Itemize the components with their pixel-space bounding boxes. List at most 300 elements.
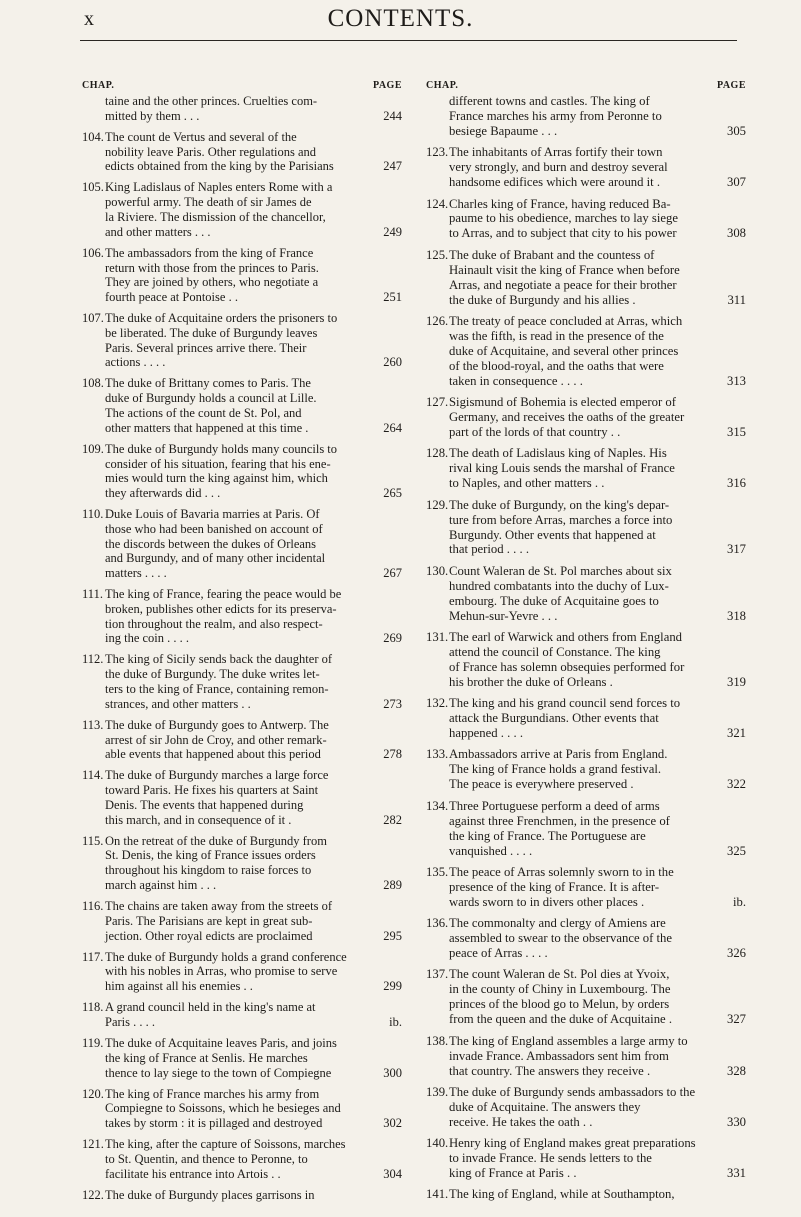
entry-text: Three Portuguese perform a deed of arms <box>449 798 660 813</box>
entry-text: march against him . . . <box>105 877 217 892</box>
entry-line <box>105 834 402 849</box>
entry-text: receive. He takes the oath . . <box>449 1114 593 1129</box>
chapter-number: 114. <box>82 768 104 783</box>
page-title: CONTENTS. <box>327 5 474 32</box>
entry-text: rival king Louis sends the marshal of France <box>449 461 675 476</box>
entry-text: peace of Arras . . . . <box>449 946 548 961</box>
toc-entry <box>426 747 746 792</box>
entry-line <box>449 982 746 997</box>
entry-text: The duke of Burgundy sends ambassadors to the <box>449 1084 696 1099</box>
entry-line <box>105 210 402 225</box>
entry-line <box>105 863 402 878</box>
toc-entry <box>426 865 746 910</box>
entry-line <box>449 1049 746 1064</box>
entry-line <box>449 344 746 359</box>
chapter-number: 129. <box>426 497 449 512</box>
entry-text: tion throughout the realm, and also respect- <box>105 616 323 631</box>
toc-entry <box>426 564 746 624</box>
chapter-number: 117. <box>82 949 104 964</box>
page-ref: 307 <box>726 175 746 190</box>
toc-entry <box>82 768 402 827</box>
entry-text: other matters that happened at this time . <box>105 420 309 435</box>
entry-line <box>105 1087 402 1102</box>
entry-line <box>449 1115 746 1130</box>
entry-text: The chains are taken away from the streets of <box>105 899 332 914</box>
page-label: PAGE <box>716 80 746 91</box>
entry-line <box>105 109 402 124</box>
entry-text: him against all his enemies . . <box>105 979 253 994</box>
toc-entry <box>82 94 402 123</box>
entry-text: happened . . . . <box>449 726 523 741</box>
entry-line <box>449 645 746 660</box>
entry-text: The duke of Acquitaine orders the prisoners to <box>105 311 338 326</box>
chapter-number: 127. <box>426 395 449 410</box>
entry-text: duke of Burgundy holds a council at Lille. <box>105 391 317 406</box>
entry-text: The earl of Warwick and others from England <box>449 630 683 645</box>
entry-line <box>105 507 402 522</box>
entry-line <box>449 880 746 895</box>
entry-line <box>105 246 402 261</box>
entry-line <box>449 747 746 762</box>
entry-line <box>105 1116 402 1131</box>
entry-line <box>105 587 402 602</box>
toc-entry <box>426 799 746 859</box>
entry-text: The duke of Brittany comes to Paris. The <box>105 376 311 391</box>
entry-text: Charles king of France, having reduced Ba- <box>449 196 671 211</box>
entry-text: to Arras, and to subject that city to his power <box>449 226 677 241</box>
toc-entry <box>82 1188 402 1203</box>
entry-line <box>449 711 746 726</box>
page-ref: 319 <box>726 674 746 689</box>
entry-line <box>105 733 402 748</box>
entry-line <box>105 964 402 979</box>
page-ref: 273 <box>383 696 402 711</box>
entry-line <box>449 696 746 711</box>
page-ref: 247 <box>383 159 402 174</box>
entry-text: On the retreat of the duke of Burgundy from <box>105 833 327 848</box>
entry-line <box>449 1151 746 1166</box>
entry-text: of France has solemn obsequies performed for <box>449 659 685 674</box>
entry-line <box>449 1012 746 1027</box>
page-ref: 295 <box>383 928 402 943</box>
chapter-number: 135. <box>426 864 449 879</box>
entry-line <box>449 498 746 513</box>
entry-text: was the fifth, is read in the presence of the <box>449 328 664 343</box>
entry-text: la Riviere. The dismission of the chancellor, <box>105 209 326 224</box>
entry-text: and other matters . . . <box>105 224 211 239</box>
entry-text: takes by storm : it is pillaged and destroyed <box>105 1116 323 1131</box>
entry-text: The duke of Burgundy goes to Antwerp. The <box>105 717 329 732</box>
entry-line <box>449 865 746 880</box>
entry-text: princes of the blood go to Melun, by orders <box>449 997 670 1012</box>
entry-line <box>449 1064 746 1079</box>
entry-line <box>105 1167 402 1182</box>
page-ref: 328 <box>726 1063 746 1078</box>
entry-text: fourth peace at Pontoise . . <box>105 289 238 304</box>
entry-line <box>449 799 746 814</box>
toc-entry <box>82 130 402 174</box>
toc-entry <box>82 376 402 435</box>
entry-text: St. Denis, the king of France issues orders <box>105 848 316 863</box>
entry-text: those who had been banished on account of <box>105 521 323 536</box>
entry-line <box>105 145 402 160</box>
entry-text: The ambassadors from the king of France <box>105 245 314 260</box>
chapter-number: 110. <box>82 507 104 522</box>
entry-line <box>449 211 746 226</box>
entry-text: that country. The answers they receive . <box>449 1063 651 1078</box>
entry-text: The duke of Burgundy places garrisons in <box>105 1187 315 1202</box>
toc-entry <box>426 1085 746 1130</box>
entry-line <box>449 124 746 139</box>
entry-text: taine and the other princes. Cruelties com- <box>105 94 318 108</box>
entry-text: strances, and other matters . . <box>105 696 251 711</box>
entry-text: Paris. Several princes arrive there. Their <box>105 340 307 355</box>
toc-entry <box>426 967 746 1027</box>
entry-line <box>449 777 746 792</box>
toc-entry <box>426 248 746 308</box>
entry-line <box>105 1036 402 1051</box>
entry-text: The peace of Arras solemnly sworn to in the <box>449 864 674 879</box>
entry-text: Compiegne to Soissons, which he besieges and <box>105 1101 341 1116</box>
chapter-number: 116. <box>82 899 104 914</box>
entry-line <box>449 513 746 528</box>
entry-line <box>105 1152 402 1167</box>
entry-text: from the queen and the duke of Acquitaine . <box>449 1012 673 1027</box>
entry-text: The king of France marches his army from <box>105 1086 320 1101</box>
toc-entry <box>82 1000 402 1029</box>
page-ref: 244 <box>383 108 402 123</box>
entry-text: The duke of Burgundy holds a grand conference <box>105 949 347 964</box>
entry-line <box>449 967 746 982</box>
entry-text: his brother the duke of Orleans . <box>449 674 613 689</box>
chapter-number: 130. <box>426 563 449 578</box>
toc-entry <box>426 94 746 139</box>
entry-line <box>105 899 402 914</box>
entry-text: presence of the king of France. It is after- <box>449 879 660 894</box>
entry-line <box>105 914 402 929</box>
entry-text: hundred combatants into the duchy of Lux- <box>449 578 669 593</box>
page-ref: 305 <box>726 123 746 138</box>
chapter-number: 134. <box>426 798 449 813</box>
entry-line <box>105 631 402 646</box>
entry-text: vanquished . . . . <box>449 843 533 858</box>
toc-entry <box>82 311 402 370</box>
right-column-header <box>426 80 746 94</box>
entry-text: besiege Bapaume . . . <box>449 123 558 138</box>
entry-text: to invade France. He sends letters to the <box>449 1151 652 1166</box>
toc-entry <box>426 395 746 440</box>
entry-line <box>105 457 402 472</box>
chapter-number: 120. <box>82 1086 104 1101</box>
page-ref: 260 <box>383 355 402 370</box>
chapter-number: 119. <box>82 1036 104 1051</box>
entry-line <box>449 476 746 491</box>
entry-line <box>449 660 746 675</box>
entry-text: Paris. The Parisians are kept in great sub- <box>105 913 313 928</box>
toc-entry <box>426 498 746 558</box>
entry-line <box>105 326 402 341</box>
chapter-number: 122. <box>82 1187 104 1202</box>
entry-line <box>449 329 746 344</box>
entry-line <box>105 783 402 798</box>
entry-text: and Burgundy, and of many other incidental <box>105 551 326 566</box>
entry-text: The king, after the capture of Soissons, marches <box>105 1137 346 1152</box>
entry-line <box>105 697 402 712</box>
entry-line <box>105 130 402 145</box>
entry-line <box>449 197 746 212</box>
chapter-number: 113. <box>82 717 104 732</box>
toc-entry <box>426 446 746 491</box>
entry-line <box>449 359 746 374</box>
chap-label: CHAP. <box>82 80 115 91</box>
entry-line <box>449 263 746 278</box>
chapter-number: 105. <box>82 180 104 195</box>
entry-line <box>105 391 402 406</box>
entry-line <box>105 94 402 109</box>
entry-line <box>105 1000 402 1015</box>
toc-entry <box>82 1087 402 1131</box>
entry-line <box>449 997 746 1012</box>
toc-entry <box>426 197 746 242</box>
page-ref: 311 <box>727 292 746 307</box>
entry-line <box>449 278 746 293</box>
toc-entry <box>82 718 402 762</box>
entry-text: Hainault visit the king of France when before <box>449 262 680 277</box>
entry-text: Duke Louis of Bavaria marries at Paris. Of <box>105 507 320 522</box>
entry-line <box>105 1188 402 1203</box>
toc-entry <box>82 442 402 501</box>
page-ref: 304 <box>383 1166 402 1181</box>
page-ref: 302 <box>383 1116 402 1131</box>
page-ref: 264 <box>383 420 402 435</box>
entry-line <box>449 374 746 389</box>
chapter-number: 132. <box>426 696 449 711</box>
entry-line <box>105 813 402 828</box>
chapter-number: 133. <box>426 747 449 762</box>
entry-text: be liberated. The duke of Burgundy leaves <box>105 325 318 340</box>
entry-line <box>105 442 402 457</box>
entry-line <box>449 564 746 579</box>
toc-entry <box>426 696 746 741</box>
entry-line <box>105 929 402 944</box>
entry-text: The duke of Acquitaine leaves Paris, and joins <box>105 1036 337 1051</box>
entry-line <box>105 682 402 697</box>
entry-line <box>449 94 746 109</box>
entry-line <box>449 528 746 543</box>
entry-line <box>449 226 746 241</box>
page-ref: 325 <box>726 843 746 858</box>
entry-line <box>105 355 402 370</box>
toc-entry <box>82 950 402 994</box>
entry-text: jection. Other royal edicts are proclaimed <box>105 928 313 943</box>
entry-text: to St. Quentin, and thence to Peronne, to <box>105 1152 308 1167</box>
page-ref: 327 <box>726 1012 746 1027</box>
entry-text: the king of France at Senlis. He marches <box>105 1050 308 1065</box>
toc-entry <box>82 587 402 646</box>
entry-text: A grand council held in the king's name at <box>105 1000 316 1015</box>
entry-text: invade France. Ambassadors sent him from <box>449 1048 669 1063</box>
entry-line <box>105 979 402 994</box>
entry-text: throughout his kingdom to raise forces to <box>105 863 312 878</box>
entry-line <box>449 814 746 829</box>
toc-entry <box>426 630 746 690</box>
entry-line <box>449 314 746 329</box>
chapter-number: 124. <box>426 196 449 211</box>
chapter-number: 138. <box>426 1033 449 1048</box>
entry-text: taken in consequence . . . . <box>449 373 583 388</box>
entry-line <box>449 160 746 175</box>
entry-text: toward Paris. He fixes his quarters at Saint <box>105 783 319 798</box>
entry-line <box>449 762 746 777</box>
entry-text: The commonalty and clergy of Amiens are <box>449 916 666 931</box>
chapter-number: 126. <box>426 313 449 328</box>
entry-text: the duke of Burgundy and his allies . <box>449 292 636 307</box>
entry-text: against three Frenchmen, in the presence of <box>449 813 670 828</box>
entry-text: They are joined by others, who negotiate a <box>105 275 319 290</box>
entry-line <box>449 594 746 609</box>
entry-text: different towns and castles. The king of <box>449 94 650 108</box>
toc-entry <box>426 1136 746 1181</box>
entry-text: The duke of Burgundy marches a large force <box>105 768 329 783</box>
page-ref: 322 <box>726 777 746 792</box>
chapter-number: 121. <box>82 1137 104 1152</box>
chapter-number: 131. <box>426 630 449 645</box>
entry-line <box>105 1066 402 1081</box>
chapter-number: 118. <box>82 1000 104 1015</box>
page-ref: 308 <box>726 226 746 241</box>
entry-line <box>105 1137 402 1152</box>
entry-line <box>105 768 402 783</box>
entry-line <box>105 950 402 965</box>
entry-text: wards sworn to in divers other places . <box>449 894 645 909</box>
page-ref: 313 <box>726 373 746 388</box>
chapter-number: 125. <box>426 247 449 262</box>
entry-line <box>105 848 402 863</box>
entry-text: the duke of Burgundy. The duke writes let- <box>105 667 320 682</box>
entry-line <box>449 1136 746 1151</box>
entry-line <box>449 425 746 440</box>
entry-text: The death of Ladislaus king of Naples. His <box>449 446 667 461</box>
entry-text: they afterwards did . . . <box>105 485 221 500</box>
entry-text: handsome edifices which were around it . <box>449 175 661 190</box>
entry-text: mitted by them . . . <box>105 108 200 123</box>
chapter-number: 108. <box>82 376 104 391</box>
entry-text: Henry king of England makes great preparations <box>449 1136 696 1151</box>
entry-text: Germany, and receives the oaths of the greater <box>449 410 685 425</box>
entry-text: assembled to swear to the observance of the <box>449 931 673 946</box>
entry-text: The king of France holds a grand festival. <box>449 762 662 777</box>
entry-text: The duke of Brabant and the countess of <box>449 247 655 262</box>
page-ref: 316 <box>726 476 746 491</box>
toc-entry <box>82 899 402 943</box>
entry-line <box>449 946 746 961</box>
entry-text: part of the lords of that country . . <box>449 425 621 440</box>
entry-text: Ambassadors arrive at Paris from England. <box>449 747 668 762</box>
entry-line <box>105 566 402 581</box>
chap-label: CHAP. <box>426 80 459 91</box>
entry-text: The duke of Burgundy holds many councils to <box>105 441 338 456</box>
entry-line <box>105 602 402 617</box>
right-column <box>426 80 746 1209</box>
chapter-number: 115. <box>82 833 104 848</box>
entry-text: with his nobles in Arras, who promise to serve <box>105 964 338 979</box>
chapter-number: 107. <box>82 311 104 326</box>
entry-text: facilitate his entrance into Artois . . <box>105 1166 281 1181</box>
entry-text: duke of Acquitaine, and several other princes <box>449 343 679 358</box>
page-ref: 326 <box>726 946 746 961</box>
page-ref: 269 <box>383 631 402 646</box>
entry-line <box>105 406 402 421</box>
toc-entry <box>82 652 402 711</box>
entry-text: The king of France, fearing the peace would be <box>105 587 342 602</box>
entry-text: thence to lay siege to the town of Compiegne <box>105 1065 332 1080</box>
entry-line <box>449 895 746 910</box>
entry-text: The duke of Burgundy, on the king's depar- <box>449 497 670 512</box>
entry-line <box>105 878 402 893</box>
entry-text: France marches his army from Peronne to <box>449 108 662 123</box>
entry-text: edicts obtained from the king by the Parisians <box>105 159 334 174</box>
entry-text: that period . . . . <box>449 542 529 557</box>
entry-text: The king of Sicily sends back the daughter of <box>105 652 333 667</box>
chapter-number: 109. <box>82 441 104 456</box>
entry-text: broken, publishes other edicts for its preserva- <box>105 601 337 616</box>
entry-text: embourg. The duke of Acquitaine goes to <box>449 593 659 608</box>
entry-line <box>449 145 746 160</box>
entry-text: the king of France. The Portuguese are <box>449 828 646 843</box>
entry-line <box>105 1051 402 1066</box>
entry-text: mies would turn the king against him, which <box>105 471 328 486</box>
entry-text: Paris . . . . <box>105 1014 155 1029</box>
entry-text: The actions of the count de St. Pol, and <box>105 405 302 420</box>
toc-entry <box>82 507 402 581</box>
entry-line <box>449 1085 746 1100</box>
chapter-number: 106. <box>82 245 104 260</box>
entry-text: able events that happened about this period <box>105 747 321 762</box>
entry-text: attend the council of Constance. The king <box>449 644 661 659</box>
page-label: PAGE <box>372 80 402 91</box>
entry-text: Arras, and negotiate a peace for their brother <box>449 277 677 292</box>
entry-text: actions . . . . <box>105 355 166 370</box>
entry-line <box>449 579 746 594</box>
page-ref: 331 <box>726 1166 746 1181</box>
entry-text: ters to the king of France, containing remon- <box>105 681 329 696</box>
page-ref: 299 <box>383 979 402 994</box>
entry-line <box>105 311 402 326</box>
chapter-number: 123. <box>426 145 449 160</box>
entry-line <box>105 471 402 486</box>
entry-line <box>449 395 746 410</box>
entry-text: matters . . . . <box>105 566 167 581</box>
chapter-number: 104. <box>82 129 104 144</box>
entry-text: The treaty of peace concluded at Arras, which <box>449 313 683 328</box>
page-ref: 321 <box>726 726 746 741</box>
toc-entry <box>426 314 746 389</box>
entry-text: Denis. The events that happened during <box>105 797 304 812</box>
entry-line <box>449 1187 746 1202</box>
header-rule <box>80 40 737 41</box>
entry-line <box>105 522 402 537</box>
entry-line <box>449 175 746 190</box>
entry-line <box>449 931 746 946</box>
entry-text: very strongly, and burn and destroy several <box>449 160 668 175</box>
entry-text: the discords between the dukes of Orleans <box>105 536 317 551</box>
page-ref: 289 <box>383 877 402 892</box>
entry-line <box>105 159 402 174</box>
entry-text: The count de Vertus and several of the <box>105 129 297 144</box>
entry-line <box>105 421 402 436</box>
entry-line <box>105 275 402 290</box>
entry-text: consider of his situation, fearing that his ene- <box>105 456 331 471</box>
